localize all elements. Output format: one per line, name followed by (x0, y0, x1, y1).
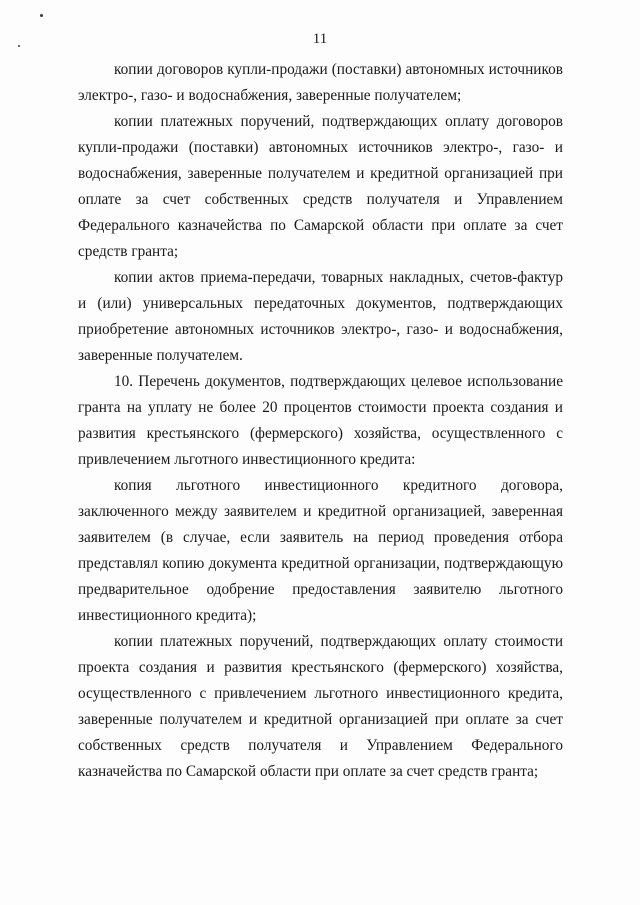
paragraph-transfer-acts: копии актов приема-передачи, товарных накладных, счетов-фактур и (или) универсальных передаточных документов, подтверждающих приобретение автономных источников электро-, газо- и водоснабжения, заверенные получателем. (78, 269, 563, 364)
document-body (78, 57, 563, 785)
paragraph-payment-orders: копии платежных поручений, подтверждающих оплату договоров купли-продажи (поставки) автономных источников электро-, газо- и водоснабжения, заверенные получателем и кредитной организацией при оплате за счет собственных средств получателя и Управлением Федерального казначейства по Самарской области при оплате за счет средств гранта; (78, 113, 563, 260)
paragraph-section-10: 10. Перечень документов, подтверждающих целевое использование гранта на уплату не более 20 процентов стоимости проекта создания и развития крестьянского (фермерского) хозяйства, осуществленного с привлечением льготного инвестиционного кредита: (78, 373, 563, 468)
page-number: 11 (312, 31, 328, 47)
paragraph-credit-agreement: копия льготного инвестиционного кредитного договора, заключенного между заявителем и кредитной организацией, заверенная заявителем (в случае, если заявитель на период проведения отбора представлял копию документа кредитной организации, подтверждающую предварительное одобрение предоставления заявителю льготного инвестиционного кредита); (78, 477, 563, 624)
paragraph-project-payments: копии платежных поручений, подтверждающих оплату стоимости проекта создания и развития крестьянского (фермерского) хозяйства, осуществленного с привлечением льготного инвестиционного кредита, заверенные получателем и кредитной организацией при оплате за счет собственных средств получателя и Управлением Федерального казначейства по Самарской области при оплате за счет средств гранта; (78, 633, 563, 780)
scan-speck (40, 14, 43, 17)
paragraph-contracts-copies: копии договоров купли-продажи (поставки) автономных источников электро-, газо- и водоснабжения, заверенные получателем; (78, 61, 563, 104)
